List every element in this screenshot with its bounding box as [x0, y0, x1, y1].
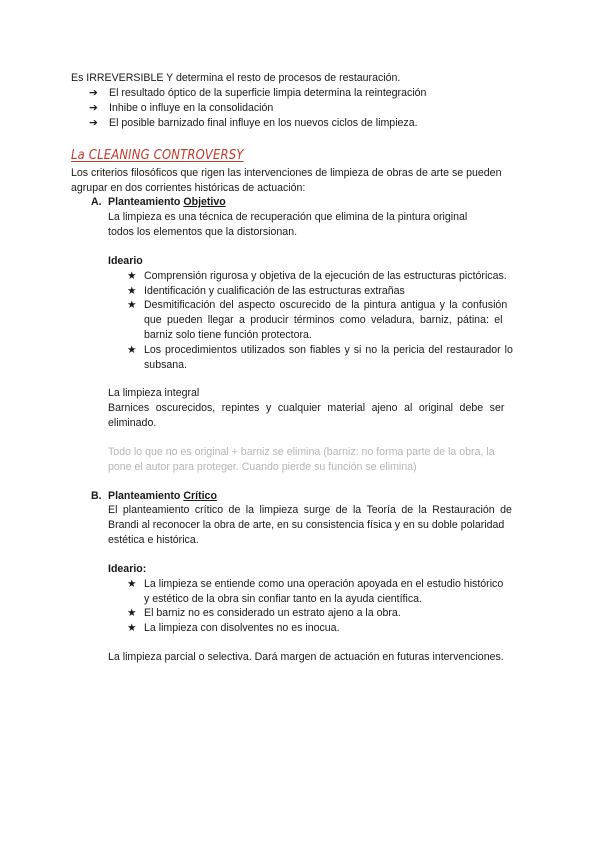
ideario-item: El barniz no es considerado un estrato ajeno a la obra. [144, 607, 401, 619]
star-icon: ★ [127, 299, 137, 311]
ideario-title: Ideario [108, 255, 143, 267]
approach-label: Planteamiento [108, 196, 184, 208]
ideario-title: Ideario: [108, 563, 147, 575]
ideario-item: Comprensión rigurosa y objetiva de la ejecución de las estructuras pictóricas. [144, 270, 507, 282]
faded-note: pone el autor para proteger. Cuando pierde su función se elimina) [108, 461, 417, 473]
ideario-item: y estético de la obra sin confiar tanto en la ayuda científica. [144, 593, 422, 605]
arrow-icon: ➔ [89, 102, 98, 114]
ideario-item: Desmitificación del aspecto oscurecido de la pintura antigua y la confusión [144, 299, 508, 311]
integral-title: La limpieza integral [108, 387, 200, 399]
integral-desc: Barnices oscurecidos, repintes y cualquier material ajeno al original debe ser [108, 402, 505, 414]
approach-desc: La limpieza es una técnica de recuperación que elimina de la pintura original [108, 211, 468, 223]
closing-line: La limpieza parcial o selectiva. Dará margen de actuación en futuras intervenciones. [108, 651, 504, 663]
ideario-item: La limpieza se entiende como una operación apoyada en el estudio histórico [144, 578, 504, 590]
ideario-item: La limpieza con disolventes no es inocua. [144, 622, 340, 634]
ideario-item: subsana. [144, 359, 187, 371]
intro-bullet: El resultado óptico de la superficie limpia determina la reintegración [109, 87, 427, 99]
approach-desc: todos los elementos que la distorsionan. [108, 226, 298, 238]
star-icon: ★ [127, 607, 137, 619]
list-letter: A. [91, 196, 102, 208]
approach-desc: Brandi al reconocer la obra de arte, en su consistencia física y en su doble polaridad [108, 519, 505, 531]
approach-title [108, 195, 226, 210]
star-icon: ★ [127, 270, 137, 282]
intro-line: Es IRREVERSIBLE Y determina el resto de procesos de restauración. [71, 72, 401, 84]
star-icon: ★ [127, 285, 137, 297]
approach-emph: Crítico [183, 490, 217, 502]
section-intro: Los criterios filosóficos que rigen las intervenciones de limpieza de obras de arte se pueden [71, 167, 502, 179]
list-letter: B. [91, 490, 102, 502]
arrow-icon: ➔ [89, 117, 98, 129]
approach-emph: Objetivo [183, 196, 226, 208]
star-icon: ★ [127, 344, 137, 356]
approach-label: Planteamiento [108, 490, 184, 502]
section-intro: agrupar en dos corrientes históricas de actuación: [71, 182, 306, 194]
ideario-item: que pueden llegar a producir términos como veladura, barniz, pátina: el [144, 314, 503, 326]
approach-desc: El planteamiento crítico de la limpieza surge de la Teoría de la Restauración de [108, 504, 512, 516]
star-icon: ★ [127, 578, 137, 590]
ideario-item: Los procedimientos utilizados son fiables y si no la pericia del restaurador lo [144, 344, 513, 356]
intro-bullet: Inhibe o influye en la consolidación [109, 102, 274, 114]
approach-desc: estética e histórica. [108, 534, 199, 546]
section-title: La CLEANING CONTROVERSY [71, 147, 244, 163]
approach-title [108, 489, 217, 504]
star-icon: ★ [127, 622, 137, 634]
ideario-item: barniz solo tiene función protectora. [144, 329, 312, 341]
intro-bullet: El posible barnizado final influye en los nuevos ciclos de limpieza. [109, 117, 418, 129]
ideario-item: Identificación y cualificación de las estructuras extrañas [144, 285, 405, 297]
arrow-icon: ➔ [89, 87, 98, 99]
faded-note: Todo lo que no es original + barniz se elimina (barniz: no forma parte de la obra, la [108, 446, 495, 458]
integral-desc: eliminado. [108, 417, 157, 429]
